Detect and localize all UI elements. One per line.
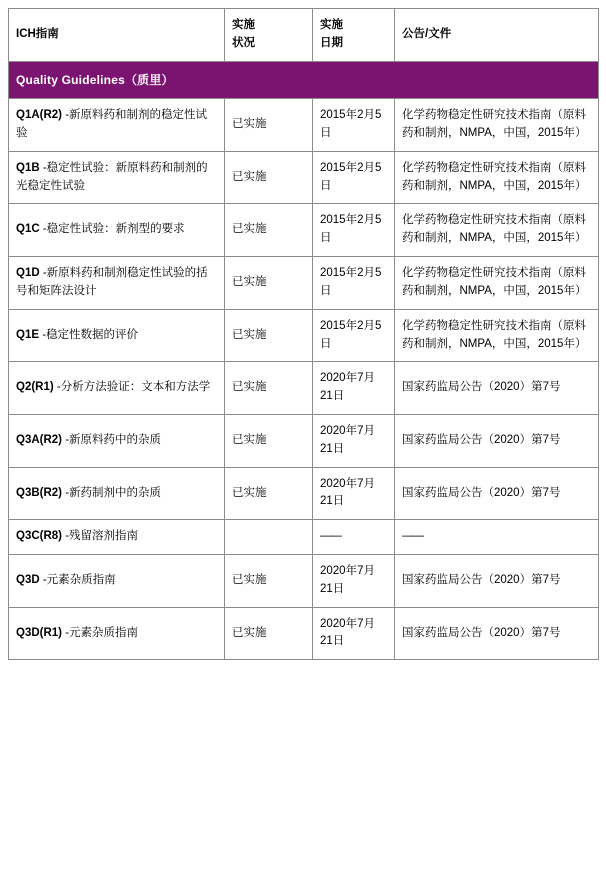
guideline-text: -元素杂质指南: [39, 573, 116, 586]
guideline-text: -新原料药和制剂稳定性试验的括号和矩阵法设计: [16, 267, 208, 297]
table-row: [9, 99, 599, 152]
cell-document: 国家药监局公告（2020）第7号: [395, 362, 599, 415]
cell-guideline: [9, 309, 225, 362]
cell-status: 已实施: [225, 467, 313, 520]
guideline-text: -稳定性数据的评价: [39, 328, 139, 341]
cell-document: 化学药物稳定性研究技术指南（原料药和制剂，NMPA，中国，2015年）: [395, 309, 599, 362]
cell-date: 2020年7月21日: [313, 555, 395, 608]
cell-guideline: [9, 520, 225, 555]
guideline-code: Q3D: [16, 573, 40, 586]
cell-document: 国家药监局公告（2020）第7号: [395, 414, 599, 467]
document-page: [0, 8, 606, 878]
table-row: [9, 607, 599, 660]
guideline-code: Q1A(R2): [16, 109, 63, 122]
guideline-code: Q2(R1): [16, 381, 54, 394]
column-header-date-line2: 日期: [320, 36, 343, 49]
section-header-row: [9, 61, 599, 99]
cell-guideline: [9, 362, 225, 415]
cell-status: 已实施: [225, 99, 313, 152]
cell-document: 化学药物稳定性研究技术指南（原料药和制剂，NMPA，中国，2015年）: [395, 257, 599, 310]
guideline-text: -新原料药中的杂质: [62, 433, 162, 446]
cell-guideline: [9, 204, 225, 257]
cell-status: 已实施: [225, 555, 313, 608]
column-header-status-line1: 实施: [232, 19, 255, 31]
guideline-text: -稳定性试验：新原料药和制剂的光稳定性试验: [16, 161, 208, 192]
section-title: Quality Guidelines（质里）: [9, 61, 599, 99]
guideline-code: Q3D(R1): [16, 626, 63, 639]
cell-date: ——: [313, 520, 395, 555]
guideline-code: Q3C(R8): [16, 530, 63, 543]
table-row: [9, 204, 599, 257]
column-header-date: [313, 9, 395, 62]
cell-document: 化学药物稳定性研究技术指南（原料药和制剂，NMPA，中国，2015年）: [395, 204, 599, 257]
guideline-code: Q3B(R2): [16, 486, 63, 499]
column-header-document: [395, 9, 599, 62]
cell-status: [225, 520, 313, 555]
cell-status: 已实施: [225, 309, 313, 362]
column-header-guideline: [9, 9, 225, 62]
cell-guideline: [9, 414, 225, 467]
cell-date: 2020年7月21日: [313, 467, 395, 520]
cell-guideline: [9, 467, 225, 520]
table-row: [9, 151, 599, 204]
table-row: [9, 257, 599, 310]
cell-guideline: [9, 257, 225, 310]
cell-date: 2020年7月21日: [313, 362, 395, 415]
table-row: [9, 362, 599, 415]
cell-guideline: [9, 607, 225, 660]
table-row: [9, 520, 599, 555]
cell-date: 2015年2月5日: [313, 151, 395, 204]
guideline-text: -残留溶剂指南: [62, 530, 139, 543]
cell-status: 已实施: [225, 362, 313, 415]
cell-date: 2015年2月5日: [313, 309, 395, 362]
guideline-code: Q1E: [16, 328, 40, 341]
cell-status: 已实施: [225, 151, 313, 204]
cell-status: 已实施: [225, 414, 313, 467]
table-header: [9, 9, 599, 62]
guideline-text: -元素杂质指南: [62, 626, 139, 639]
table-body: [9, 61, 599, 660]
cell-guideline: [9, 99, 225, 152]
cell-document: 国家药监局公告（2020）第7号: [395, 607, 599, 660]
cell-document: 国家药监局公告（2020）第7号: [395, 555, 599, 608]
cell-guideline: [9, 555, 225, 608]
guideline-code: Q1D: [16, 267, 40, 280]
cell-document: ——: [395, 520, 599, 555]
table-row: [9, 555, 599, 608]
column-header-date-line1: 实施: [320, 19, 343, 31]
cell-date: 2015年2月5日: [313, 204, 395, 257]
column-header-document-line1: 公告/文件: [402, 27, 452, 40]
table-row: [9, 467, 599, 520]
cell-status: 已实施: [225, 204, 313, 257]
cell-status: 已实施: [225, 257, 313, 310]
cell-date: 2020年7月21日: [313, 414, 395, 467]
cell-guideline: [9, 151, 225, 204]
column-header-status: [225, 9, 313, 62]
table-row: [9, 414, 599, 467]
cell-document: 国家药监局公告（2020）第7号: [395, 467, 599, 520]
column-header-status-line2: 状况: [232, 36, 255, 49]
table-row: [9, 309, 599, 362]
cell-date: 2015年2月5日: [313, 257, 395, 310]
cell-document: 化学药物稳定性研究技术指南（原料药和制剂，NMPA，中国，2015年）: [395, 151, 599, 204]
column-header-guideline-line1: ICH指南: [16, 27, 59, 40]
cell-document: 化学药物稳定性研究技术指南（原料药和制剂，NMPA，中国，2015年）: [395, 99, 599, 152]
header-row: [9, 9, 599, 62]
cell-status: 已实施: [225, 607, 313, 660]
guideline-code: Q1C: [16, 223, 40, 236]
guideline-code: Q1B: [16, 161, 40, 174]
guideline-text: -分析方法验证：文本和方法学: [53, 381, 211, 394]
cell-date: 2015年2月5日: [313, 99, 395, 152]
guideline-text: -新原料药和制剂的稳定性试验: [16, 109, 208, 140]
guideline-code: Q3A(R2): [16, 433, 63, 446]
ich-guidelines-table: [8, 8, 599, 660]
guideline-text: -稳定性试验：新剂型的要求: [39, 223, 185, 236]
guideline-text: -新药制剂中的杂质: [62, 486, 162, 499]
cell-date: 2020年7月21日: [313, 607, 395, 660]
